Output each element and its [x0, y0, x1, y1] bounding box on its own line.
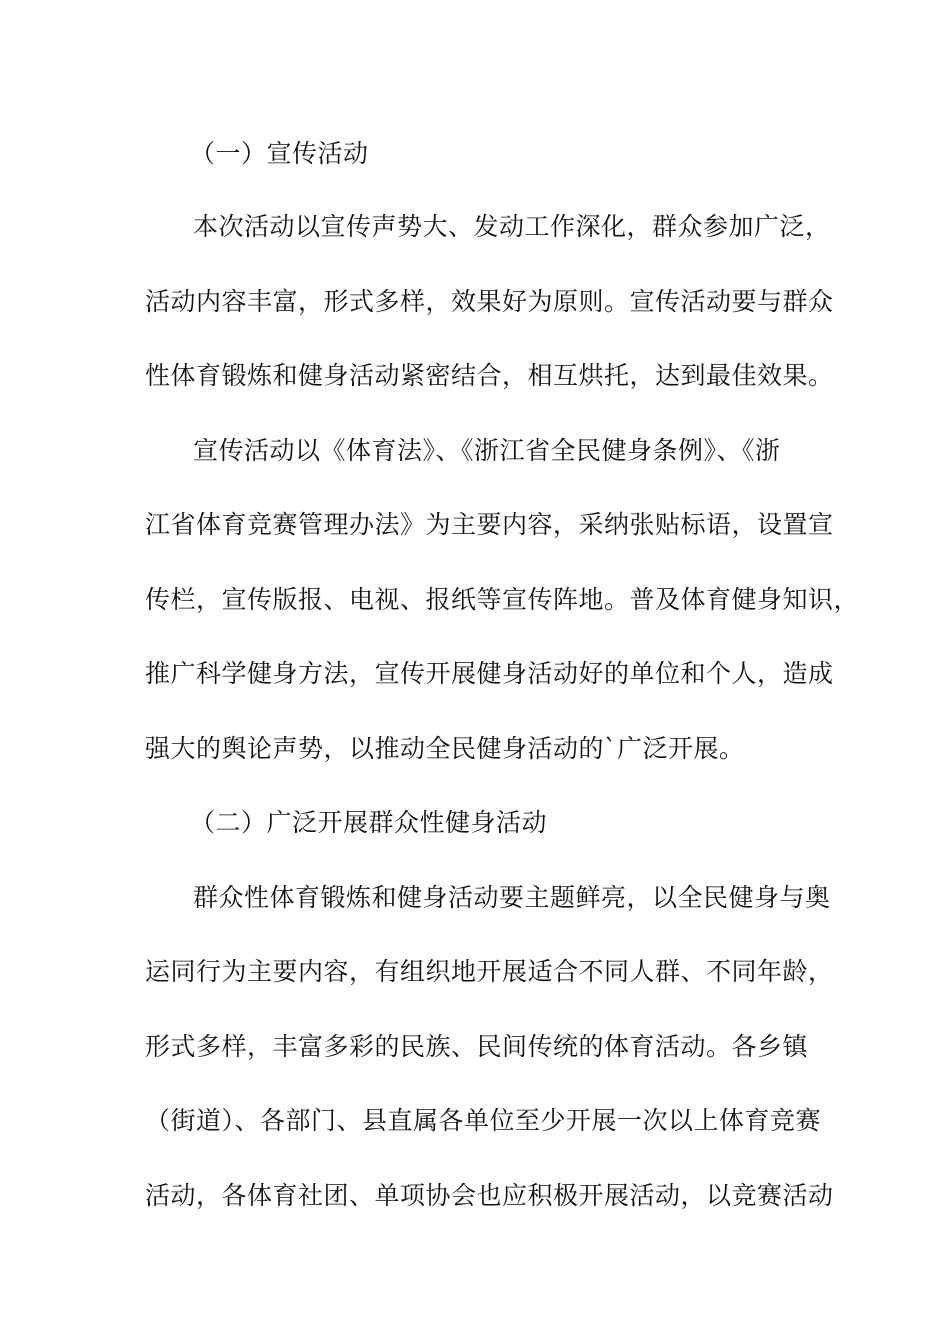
section-heading-fitness: （二）广泛开展群众性健身活动	[190, 808, 548, 837]
paragraph-line: 推广科学健身方法，宣传开展健身活动好的单位和个人，造成	[145, 659, 834, 688]
paragraph-line: 江省体育竞赛管理办法》为主要内容，采纳张贴标语，设置宣	[145, 510, 834, 539]
paragraph-line: 强大的舆论声势，以推动全民健身活动的`广泛开展。	[145, 734, 745, 763]
paragraph-line: 宣传活动以《体育法》、《浙江省全民健身条例》、《浙	[193, 436, 781, 465]
paragraph-line: 运同行为主要内容，有组织地开展适合不同人群、不同年龄，	[145, 957, 834, 986]
paragraph-line: 活动，各体育社团、单项协会也应积极开展活动，以竞赛活动	[145, 1181, 834, 1210]
paragraph-line: （街道）、各部门、县直属各单位至少开展一次以上体育竞赛	[145, 1106, 822, 1135]
paragraph-line: 群众性体育锻炼和健身活动要主题鲜亮，以全民健身与奥	[193, 883, 831, 912]
paragraph-line: 传栏，宣传版报、电视、报纸等宣传阵地。普及体育健身知识，	[145, 585, 860, 614]
paragraph-line: 本次活动以宣传声势大、发动工作深化，群众参加广泛，	[193, 212, 831, 241]
paragraph-line: 性体育锻炼和健身活动紧密结合，相互烘托，达到最佳效果。	[145, 361, 834, 390]
section-heading-publicity: （一）宣传活动	[190, 139, 369, 168]
paragraph-line: 活动内容丰富，形式多样，效果好为原则。宣传活动要与群众	[145, 287, 834, 316]
paragraph-line: 形式多样，丰富多彩的民族、民间传统的体育活动。各乡镇	[145, 1032, 809, 1061]
